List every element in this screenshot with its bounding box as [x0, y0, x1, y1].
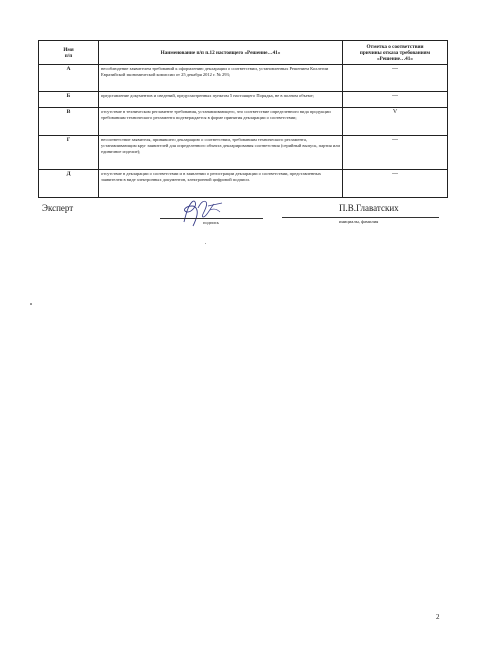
row-mark: --- — [343, 92, 448, 108]
row-text: представление документов и сведений, предусмотренных пунктом 5 настоящего Порядка, не в полном объеме; — [99, 92, 343, 108]
row-code: А — [39, 65, 99, 92]
expert-name: П.В.Главатских — [339, 203, 399, 213]
row-text: отсутствие в техническом регламенте требования, устанавливающего, что соответствие определенного вида продукции требованиям технического регламента подтверждается в форме принятия декларации о соответствии; — [99, 108, 343, 136]
name-line — [282, 217, 439, 218]
header-name: Наименование п/п п.12 настоящего «Решение…41» — [99, 41, 343, 65]
scan-speck — [30, 303, 32, 305]
header-code: Имя п/п — [39, 41, 99, 65]
row-text: несоответствие заявителя, принявшего декларацию о соответствии, требованиям технического регламента, устанавливающим круг заявителей для определенного объекта декларирования соответствия (серийный выпуск, партия или единичное изделие); — [99, 136, 343, 170]
row-code: В — [39, 108, 99, 136]
row-mark: --- — [343, 170, 448, 198]
row-code: Г — [39, 136, 99, 170]
signature-line — [160, 218, 263, 219]
name-caption: инициалы, фамилия — [339, 219, 379, 224]
row-text: несоблюдение заявителем требований к оформлению декларации о соответствии, установленных Решением Коллегии Евразийской экономической комиссии от 25 декабря 2012 г. № 293; — [99, 65, 343, 92]
scan-speck — [205, 243, 206, 244]
row-code: Д — [39, 170, 99, 198]
handwritten-signature-icon — [170, 196, 230, 228]
row-mark: V — [343, 108, 448, 136]
row-mark: --- — [343, 65, 448, 92]
signature-caption: подпись — [203, 220, 220, 225]
page-number: 2 — [436, 613, 440, 621]
row-text: отсутствие в декларации о соответствии и в заявлении о регистрации декларации о соответствии, представленных заявителем в виде электронных документов, электронной цифровой подписи. — [99, 170, 343, 198]
expert-label: Эксперт — [42, 203, 74, 213]
row-mark: --- — [343, 136, 448, 170]
row-code: Б — [39, 92, 99, 108]
header-mark: Отметка о соответствии причины отказа требованиям «Решение…41» — [343, 41, 448, 65]
